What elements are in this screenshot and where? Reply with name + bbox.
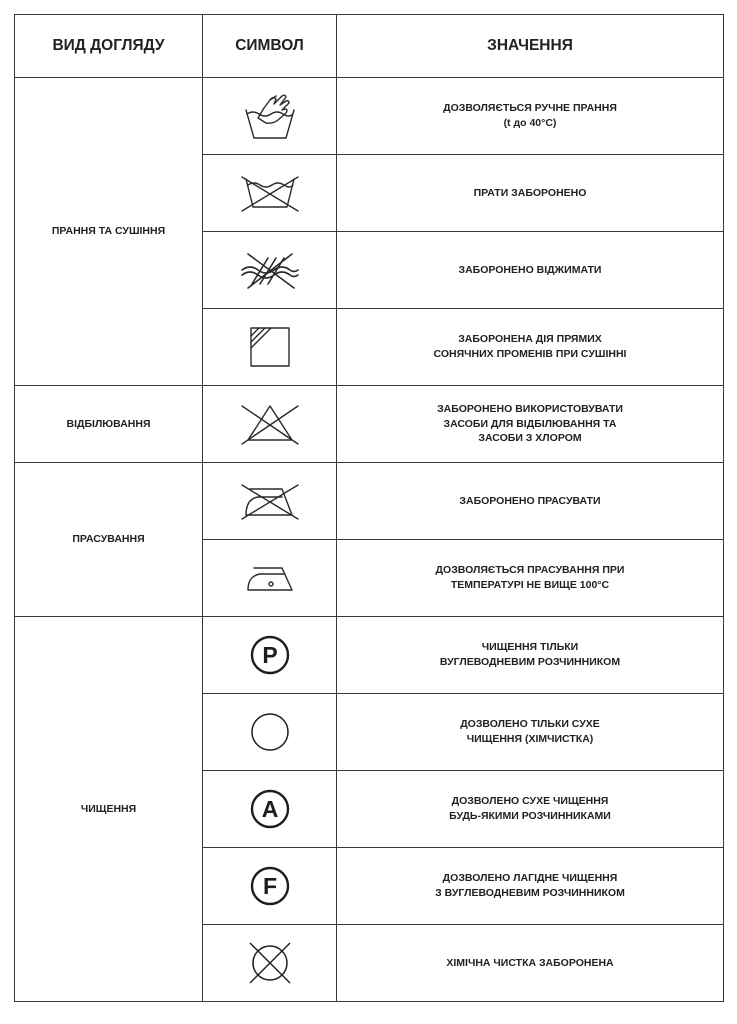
table-row bbox=[15, 386, 724, 463]
header-meaning: ЗНАЧЕННЯ bbox=[337, 15, 724, 78]
meaning-cell: ХІМІЧНА ЧИСТКА ЗАБОРОНЕНА bbox=[337, 925, 724, 1002]
do-not-wash-icon bbox=[238, 173, 302, 213]
meaning-cell: ПРАТИ ЗАБОРОНЕНО bbox=[337, 155, 724, 232]
meaning-cell: ДОЗВОЛЯЄТЬСЯ РУЧНЕ ПРАННЯ (t до 40°C) bbox=[337, 78, 724, 155]
symbol-cell bbox=[203, 309, 337, 386]
do-not-bleach-icon bbox=[238, 402, 302, 446]
hand-wash-icon bbox=[240, 88, 300, 144]
meaning-cell: ЧИЩЕННЯ ТІЛЬКИ ВУГЛЕВОДНЕВИМ РОЗЧИННИКОМ bbox=[337, 617, 724, 694]
iron-low-temp-icon bbox=[240, 560, 300, 596]
symbol-cell bbox=[203, 78, 337, 155]
category-bleaching: ВІДБІЛЮВАННЯ bbox=[15, 386, 203, 463]
svg-text:F: F bbox=[262, 873, 277, 899]
table-row bbox=[15, 78, 724, 155]
symbol-cell bbox=[203, 463, 337, 540]
dry-clean-p-icon bbox=[248, 633, 292, 677]
dry-in-shade-icon bbox=[246, 325, 294, 369]
meaning-cell: ЗАБОРОНЕНА ДІЯ ПРЯМИХ СОНЯЧНИХ ПРОМЕНІВ ПРИ СУШІННІ bbox=[337, 309, 724, 386]
meaning-cell: ЗАБОРОНЕНО ВІДЖИМАТИ bbox=[337, 232, 724, 309]
symbol-cell bbox=[203, 540, 337, 617]
category-cleaning: ЧИЩЕННЯ bbox=[15, 617, 203, 1002]
symbol-cell bbox=[203, 155, 337, 232]
symbol-cell bbox=[203, 925, 337, 1002]
dry-clean-icon bbox=[248, 710, 292, 754]
meaning-cell: ДОЗВОЛЕНО ЛАГІДНЕ ЧИЩЕННЯ З ВУГЛЕВОДНЕВИМ РОЗЧИННИКОМ bbox=[337, 848, 724, 925]
table-row bbox=[15, 617, 724, 694]
meaning-cell: ДОЗВОЛЕНО СУХЕ ЧИЩЕННЯ БУДЬ-ЯКИМИ РОЗЧИННИКАМИ bbox=[337, 771, 724, 848]
symbol-cell bbox=[203, 771, 337, 848]
header-care-type: ВИД ДОГЛЯДУ bbox=[15, 15, 203, 78]
meaning-cell: ЗАБОРОНЕНО ПРАСУВАТИ bbox=[337, 463, 724, 540]
do-not-wring-icon bbox=[238, 250, 302, 290]
do-not-dry-clean-icon bbox=[245, 938, 295, 988]
meaning-cell: ЗАБОРОНЕНО ВИКОРИСТОВУВАТИ ЗАСОБИ ДЛЯ ВІДБІЛЮВАННЯ ТА ЗАСОБИ З ХЛОРОМ bbox=[337, 386, 724, 463]
svg-text:A: A bbox=[261, 796, 278, 822]
table-row bbox=[15, 463, 724, 540]
header-symbol: СИМВОЛ bbox=[203, 15, 337, 78]
category-washing-drying: ПРАННЯ ТА СУШІННЯ bbox=[15, 78, 203, 386]
dry-clean-a-icon bbox=[248, 787, 292, 831]
svg-text:P: P bbox=[261, 642, 278, 668]
do-not-iron-icon bbox=[238, 481, 302, 521]
care-instructions-table bbox=[14, 14, 724, 1002]
symbol-cell bbox=[203, 848, 337, 925]
symbol-cell bbox=[203, 386, 337, 463]
category-ironing: ПРАСУВАННЯ bbox=[15, 463, 203, 617]
header-row bbox=[15, 15, 724, 78]
symbol-cell bbox=[203, 617, 337, 694]
meaning-cell: ДОЗВОЛЕНО ТІЛЬКИ СУХЕ ЧИЩЕННЯ (ХІМЧИСТКА) bbox=[337, 694, 724, 771]
symbol-cell bbox=[203, 232, 337, 309]
symbol-cell bbox=[203, 694, 337, 771]
dry-clean-f-icon bbox=[248, 864, 292, 908]
meaning-cell: ДОЗВОЛЯЄТЬСЯ ПРАСУВАННЯ ПРИ ТЕМПЕРАТУРІ НЕ ВИЩЕ 100°C bbox=[337, 540, 724, 617]
